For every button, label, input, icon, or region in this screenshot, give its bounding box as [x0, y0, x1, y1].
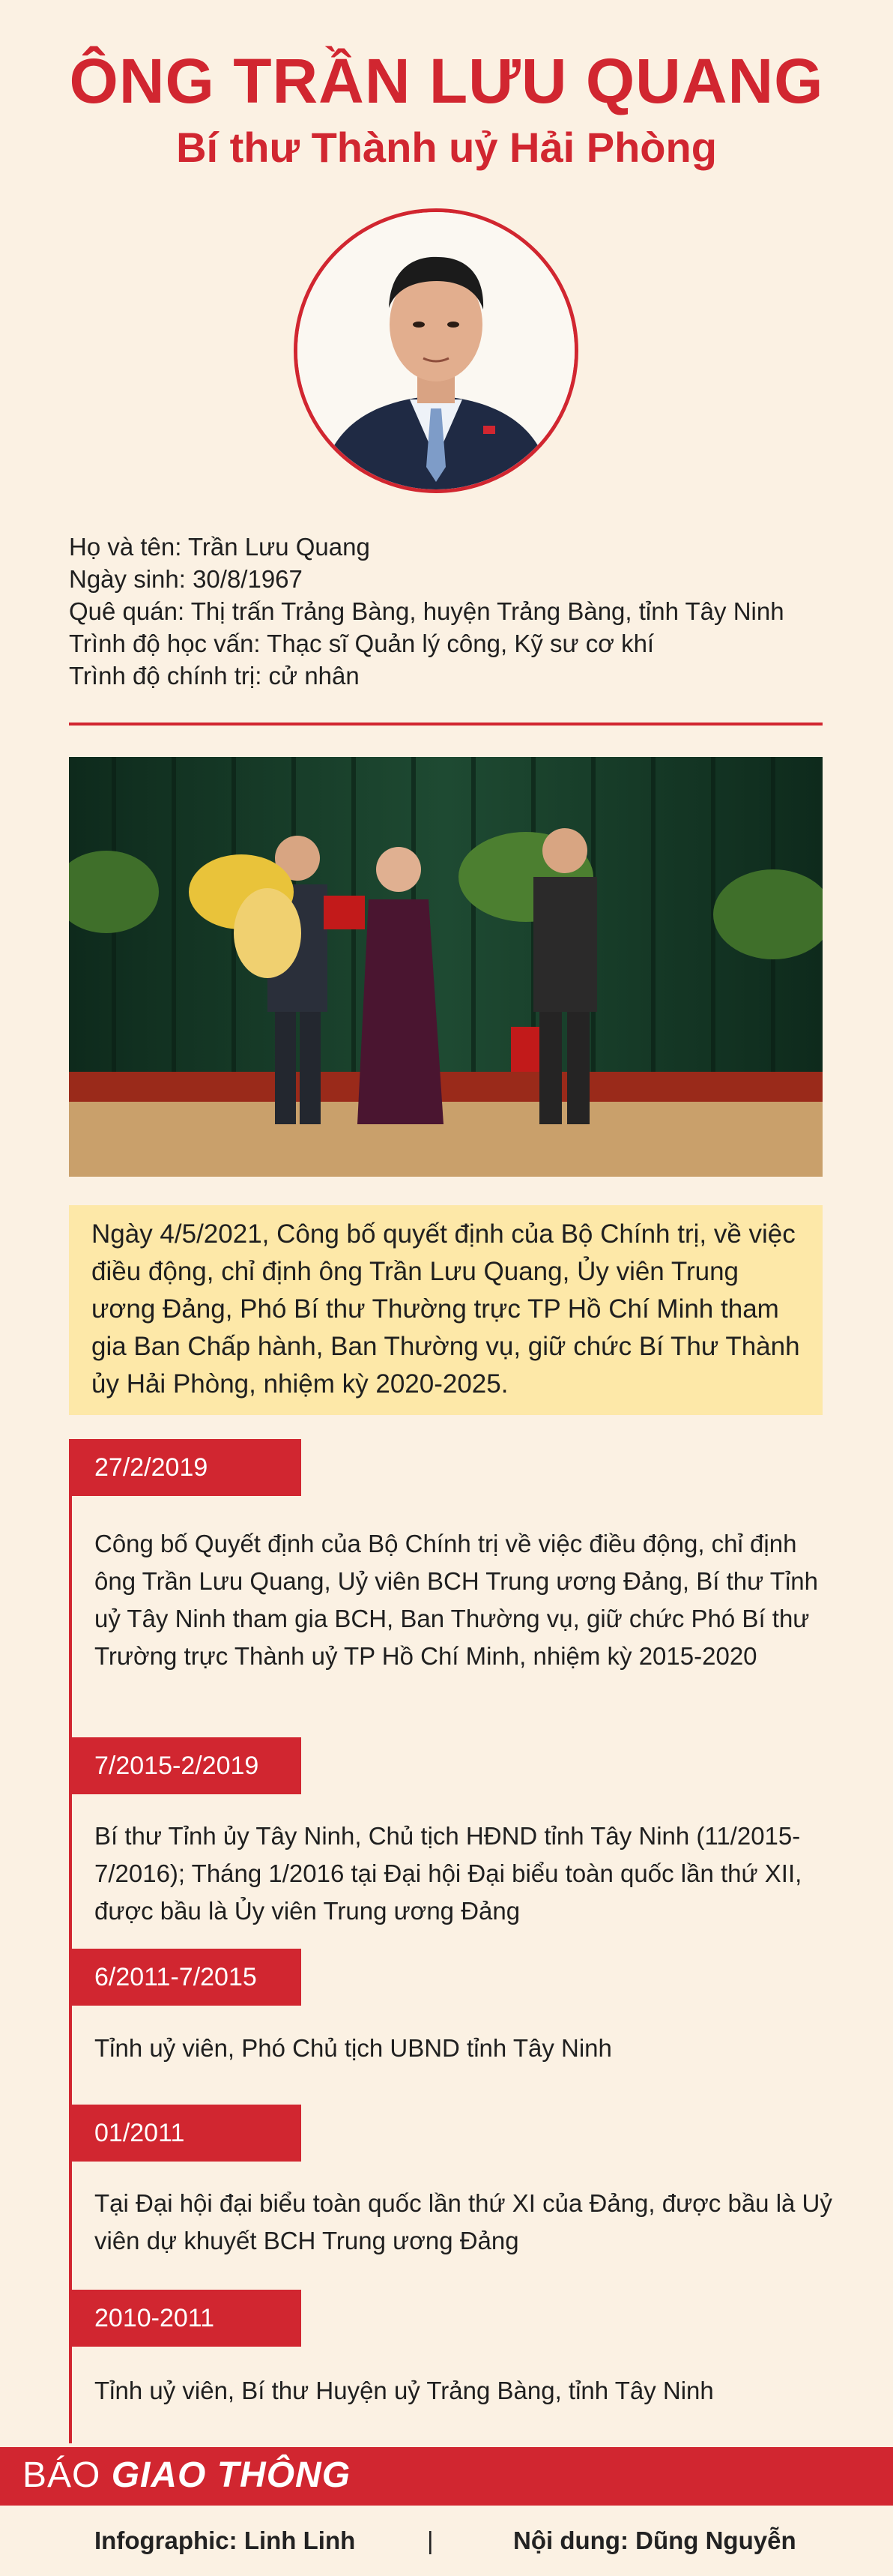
- ceremony-photo: [69, 757, 823, 1177]
- timeline-date: 2010-2011: [69, 2290, 301, 2347]
- footer-brand-bar: [0, 2447, 893, 2506]
- section-divider: [69, 723, 823, 726]
- profile-education: Trình độ học vấn: Thạc sĩ Quản lý công, Kỹ sư cơ khí: [69, 630, 655, 657]
- infographic-credit: Infographic: Linh Linh: [94, 2527, 356, 2554]
- timeline-date: 6/2011-7/2015: [69, 1949, 301, 2006]
- highlight-box: Ngày 4/5/2021, Công bố quyết định của Bộ Chính trị, về việc điều động, chỉ định ông Trần Lưu Quang, Ủy viên Trung ương Đảng, Phó Bí thư Thường trực TP Hồ Chí Minh tham gia Ban Chấp hành, Ban Thường vụ, giữ chức Bí Thư Thành ủy Hải Phòng, nhiệm kỳ 2020-2025.: [69, 1205, 823, 1415]
- timeline-date: 01/2011: [69, 2105, 301, 2162]
- brand-logo-bold: GIAO THÔNG: [111, 2455, 351, 2495]
- brand-logo-light: BÁO: [22, 2455, 112, 2495]
- timeline-date: 7/2015-2/2019: [69, 1737, 301, 1794]
- page-subtitle: Bí thư Thành uỷ Hải Phòng: [176, 124, 717, 171]
- profile-name: Họ và tên: Trần Lưu Quang: [69, 533, 370, 561]
- profile-hometown: Quê quán: Thị trấn Trảng Bàng, huyện Trảng Bàng, tỉnh Tây Ninh: [69, 597, 784, 625]
- brand-logo: [22, 2455, 351, 2496]
- timeline-description: Tỉnh uỷ viên, Phó Chủ tịch UBND tỉnh Tây Ninh: [94, 2034, 612, 2062]
- content-credit: Nội dung: Dũng Nguyễn: [513, 2527, 796, 2554]
- credit-separator: |: [427, 2527, 434, 2554]
- profile-political-level: Trình độ chính trị: cử nhân: [69, 662, 360, 690]
- timeline-date: 27/2/2019: [69, 1439, 301, 1496]
- page-title: ÔNG TRẦN LƯU QUANG: [69, 46, 824, 116]
- person-portrait-illustration: [297, 212, 575, 489]
- timeline-description: Bí thư Tỉnh ủy Tây Ninh, Chủ tịch HĐND tỉnh Tây Ninh (11/2015-7/2016); Tháng 1/2016 tại Đại hội Đại biểu toàn quốc lần thứ XII, được bầu là Ủy viên Trung ương Đảng: [94, 1822, 802, 1925]
- ceremony-scene-illustration: [69, 757, 823, 1177]
- portrait-photo: [294, 208, 578, 493]
- profile-birthdate: Ngày sinh: 30/8/1967: [69, 565, 303, 593]
- credits: [0, 2506, 893, 2576]
- timeline-description: Công bố Quyết định của Bộ Chính trị về việc điều động, chỉ định ông Trần Lưu Quang, Uỷ viên BCH Trung ương Đảng, Bí thư Tỉnh uỷ Tây Ninh tham gia BCH, Ban Thường vụ, giữ chức Phó Bí thư Trường trực Thành uỷ TP Hồ Chí Minh, nhiệm kỳ 2015-2020: [94, 1530, 818, 1670]
- timeline-description: Tại Đại hội đại biểu toàn quốc lần thứ XI của Đảng, được bầu là Uỷ viên dự khuyết BCH Trung ương Đảng: [94, 2189, 832, 2254]
- timeline-description: Tỉnh uỷ viên, Bí thư Huyện uỷ Trảng Bàng, tỉnh Tây Ninh: [94, 2377, 714, 2404]
- profile-info: [69, 531, 833, 692]
